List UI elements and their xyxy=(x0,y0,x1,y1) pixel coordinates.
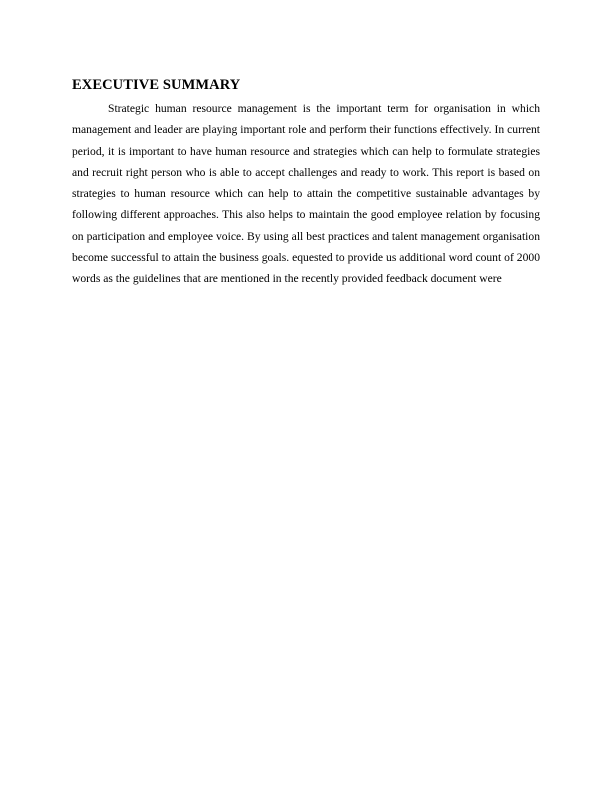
page-content xyxy=(72,76,540,290)
summary-paragraph: Strategic human resource management is the important term for organisation in which management and leader are playing important role and perform their functions effectively. In current period, it is important to have human resource and strategies which can help to formulate strategies and recruit right person who is able to accept challenges and ready to work. This report is based on strategies to human resource which can help to attain the competitive sustainable advantages by following different approaches. This also helps to maintain the good employee relation by focusing on participation and employee voice. By using all best practices and talent management organisation become successful to attain the business goals. equested to provide us additional word count of 2000 words as the guidelines that are mentioned in the recently provided feedback document were xyxy=(72,102,540,286)
section-heading: EXECUTIVE SUMMARY xyxy=(72,77,241,93)
